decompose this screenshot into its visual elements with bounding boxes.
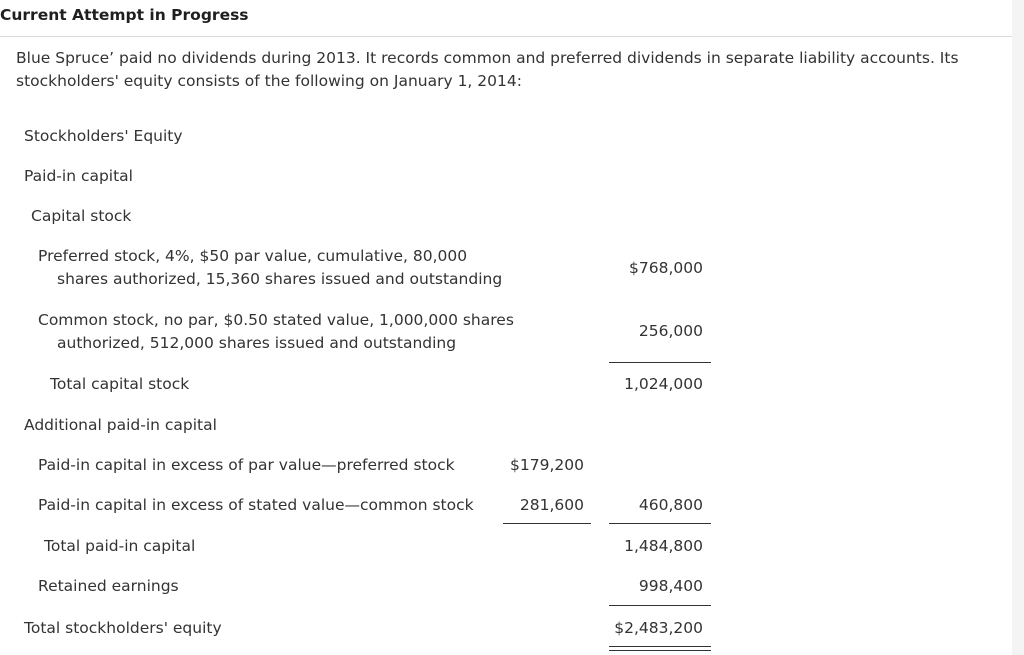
problem-intro: Blue Spruce’ paid no dividends during 2013. It records common and preferred dividends in separate liability accounts. Its stockholders' equity consists of the following on January 1, 2014: [16,49,959,90]
total-paid-in-capital-amount: 1,484,800 [624,537,703,555]
scrollbar[interactable] [1012,0,1024,655]
double-underline-top [609,646,711,647]
total-stockholders-equity-label: Total stockholders' equity [24,619,222,637]
underline-capital-stock [609,362,711,363]
preferred-stock-line-2: shares authorized, 15,360 shares issued and outstanding [57,270,503,288]
common-stock-line-1: Common stock, no par, $0.50 stated value, 1,000,000 shares [38,311,514,329]
paid-in-capital-label: Paid-in capital [24,167,133,185]
retained-earnings-amount: 998,400 [638,577,703,595]
header-divider [0,36,1012,37]
total-paid-in-capital-label: Total paid-in capital [44,537,196,555]
apic-common-label: Paid-in capital in excess of stated value—common stock [38,496,474,514]
retained-earnings-label: Retained earnings [38,577,179,595]
common-stock-description [38,309,514,355]
underline-retained-earnings [609,605,711,606]
preferred-stock-amount: $768,000 [629,259,703,277]
preferred-stock-description [38,245,502,291]
underline-apic-common [503,523,591,524]
total-capital-stock-amount: 1,024,000 [624,375,703,393]
stockholders-equity-heading: Stockholders' Equity [24,127,183,145]
total-capital-stock-label: Total capital stock [50,375,190,393]
common-stock-line-2: authorized, 512,000 shares issued and outstanding [57,334,457,352]
apic-preferred-label: Paid-in capital in excess of par value—preferred stock [38,456,455,474]
additional-paid-in-capital-label: Additional paid-in capital [24,416,217,434]
preferred-stock-line-1: Preferred stock, 4%, $50 par value, cumulative, 80,000 [38,247,468,265]
attempt-header: Current Attempt in Progress [0,6,249,24]
total-stockholders-equity-amount: $2,483,200 [614,619,703,637]
apic-total-amount: 460,800 [638,496,703,514]
common-stock-amount: 256,000 [638,322,703,340]
double-underline-bottom [609,650,711,651]
underline-apic-total [609,523,711,524]
apic-common-amount: 281,600 [519,496,584,514]
capital-stock-label: Capital stock [31,207,132,225]
apic-preferred-amount: $179,200 [510,456,584,474]
